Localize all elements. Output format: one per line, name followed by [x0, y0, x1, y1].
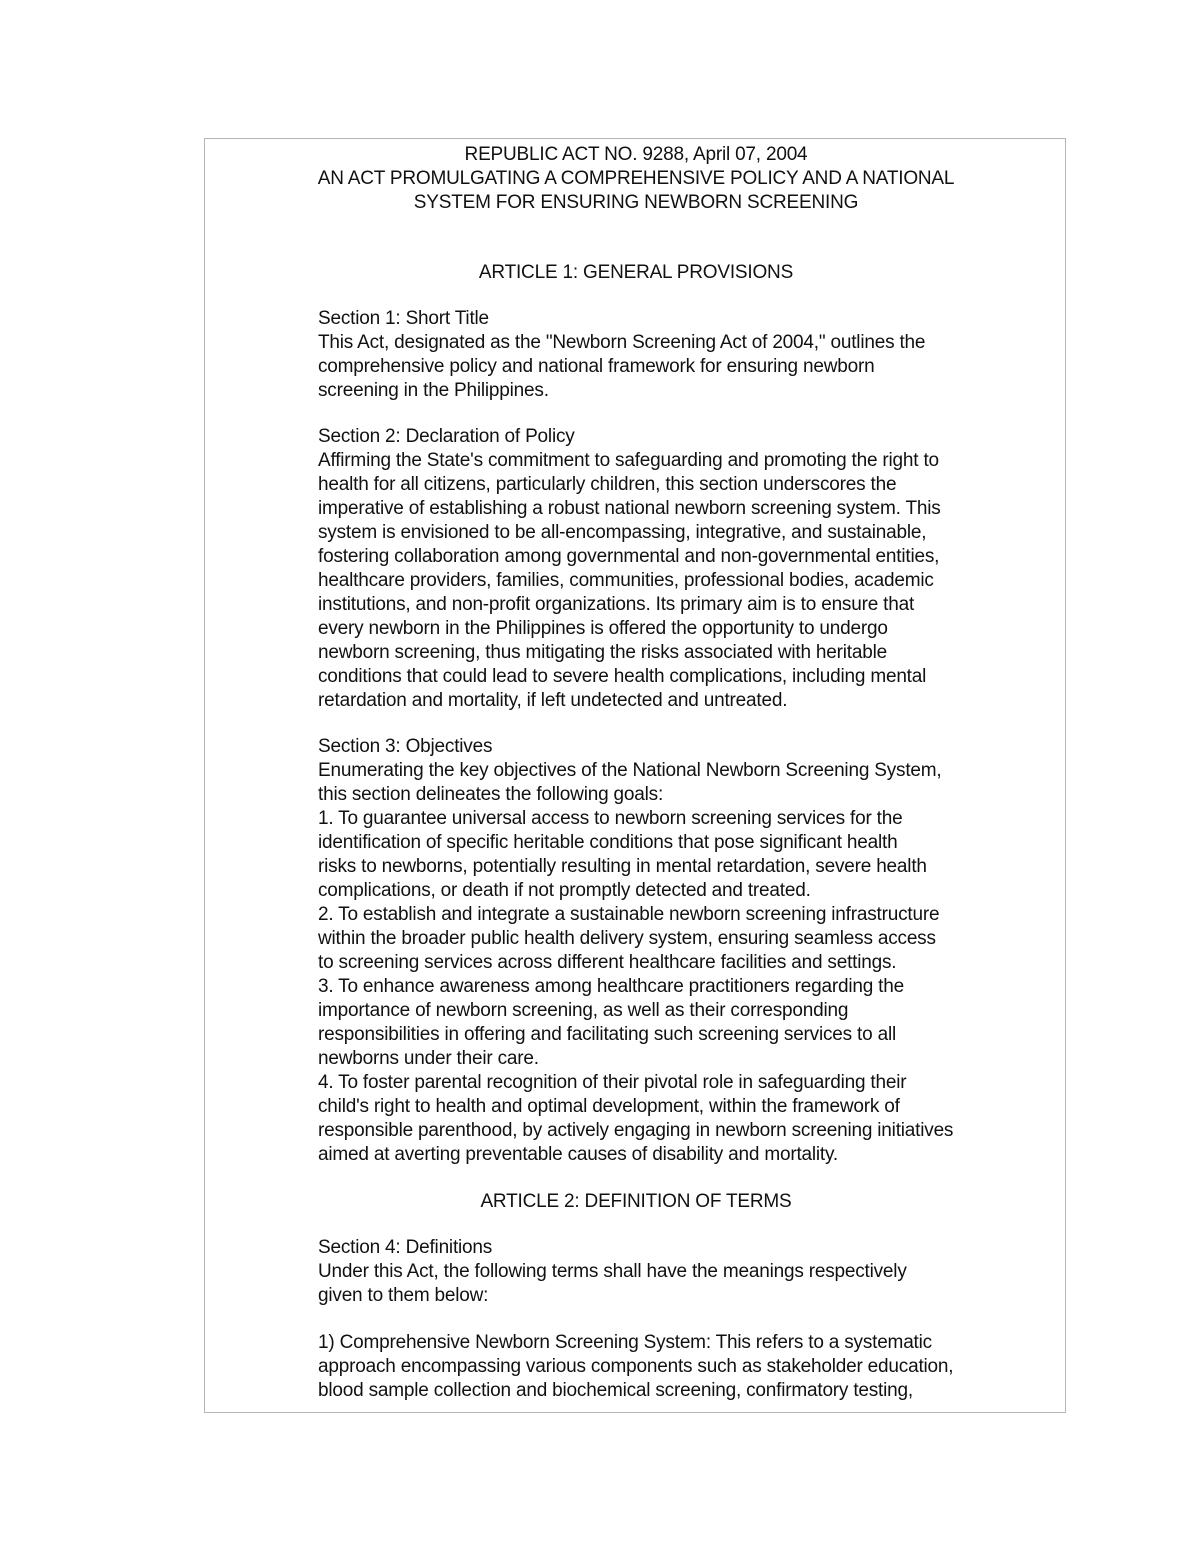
- definition-1: [318, 1331, 1018, 1403]
- article-2-heading: ARTICLE 2: DEFINITION OF TERMS: [480, 1191, 792, 1212]
- section-3-line: responsibilities in offering and facilitating such screening services to all: [318, 1024, 896, 1045]
- section-1: [318, 307, 1018, 403]
- section-1-line: comprehensive policy and national framework for ensuring newborn: [318, 356, 875, 377]
- section-3-line: 3. To enhance awareness among healthcare practitioners regarding the: [318, 976, 904, 997]
- document-page: [204, 138, 1066, 1413]
- section-3-line: responsible parenthood, by actively engaging in newborn screening initiatives: [318, 1120, 954, 1141]
- act-number-date: REPUBLIC ACT NO. 9288, April 07, 2004: [464, 144, 808, 165]
- section-3-line: identification of specific heritable conditions that pose significant health: [318, 832, 898, 853]
- section-3-line: within the broader public health delivery system, ensuring seamless access: [318, 928, 936, 949]
- section-2: [318, 425, 1018, 713]
- section-2-line: every newborn in the Philippines is offered the opportunity to undergo: [318, 618, 888, 639]
- section-3-line: Enumerating the key objectives of the National Newborn Screening System,: [318, 760, 942, 781]
- section-2-line: healthcare providers, families, communities, professional bodies, academic: [318, 570, 934, 591]
- section-4: [318, 1236, 1018, 1308]
- article-1-heading: ARTICLE 1: GENERAL PROVISIONS: [478, 262, 794, 283]
- section-2-line: Affirming the State's commitment to safeguarding and promoting the right to: [318, 450, 939, 471]
- section-3-line: importance of newborn screening, as well as their corresponding: [318, 1000, 849, 1021]
- section-2-line: retardation and mortality, if left undetected and untreated.: [318, 690, 788, 711]
- section-3-line: complications, or death if not promptly detected and treated.: [318, 880, 811, 901]
- section-3-line: child's right to health and optimal development, within the framework of: [318, 1096, 900, 1117]
- section-3-line: this section delineates the following goals:: [318, 784, 664, 805]
- act-title-line-1: AN ACT PROMULGATING A COMPREHENSIVE POLICY AND A NATIONAL: [317, 168, 955, 189]
- section-3-line: risks to newborns, potentially resulting in mental retardation, severe health: [318, 856, 927, 877]
- definition-line: 1) Comprehensive Newborn Screening System: This refers to a systematic: [318, 1332, 932, 1353]
- section-2-line: conditions that could lead to severe health complications, including mental: [318, 666, 927, 687]
- section-3-line: 4. To foster parental recognition of their pivotal role in safeguarding their: [318, 1072, 907, 1093]
- section-2-line: newborn screening, thus mitigating the risks associated with heritable: [318, 642, 887, 663]
- act-title-line-2: SYSTEM FOR ENSURING NEWBORN SCREENING: [413, 192, 859, 213]
- section-3: [318, 735, 1018, 1167]
- section-4-title: Section 4: Definitions: [318, 1237, 493, 1258]
- section-4-line: given to them below:: [318, 1285, 489, 1306]
- section-2-title: Section 2: Declaration of Policy: [318, 426, 575, 447]
- section-1-line: This Act, designated as the "Newborn Screening Act of 2004," outlines the: [318, 332, 926, 353]
- section-2-line: fostering collaboration among governmental and non-governmental entities,: [318, 546, 940, 567]
- section-3-line: aimed at averting preventable causes of disability and mortality.: [318, 1144, 838, 1165]
- section-3-line: 1. To guarantee universal access to newborn screening services for the: [318, 808, 903, 829]
- section-1-line: screening in the Philippines.: [318, 380, 549, 401]
- section-1-title: Section 1: Short Title: [318, 308, 489, 329]
- document-header: [205, 143, 1066, 215]
- section-3-line: to screening services across different healthcare facilities and settings.: [318, 952, 897, 973]
- section-2-line: system is envisioned to be all-encompassing, integrative, and sustainable,: [318, 522, 927, 543]
- section-2-line: health for all citizens, particularly children, this section underscores the: [318, 474, 897, 495]
- section-3-title: Section 3: Objectives: [318, 736, 493, 757]
- section-2-line: institutions, and non-profit organizations. Its primary aim is to ensure that: [318, 594, 915, 615]
- definition-line: blood sample collection and biochemical screening, confirmatory testing,: [318, 1380, 913, 1401]
- section-4-line: Under this Act, the following terms shall have the meanings respectively: [318, 1261, 907, 1282]
- section-3-line: newborns under their care.: [318, 1048, 539, 1069]
- section-3-line: 2. To establish and integrate a sustainable newborn screening infrastructure: [318, 904, 940, 925]
- section-2-line: imperative of establishing a robust national newborn screening system. This: [318, 498, 941, 519]
- definition-line: approach encompassing various components such as stakeholder education,: [318, 1356, 954, 1377]
